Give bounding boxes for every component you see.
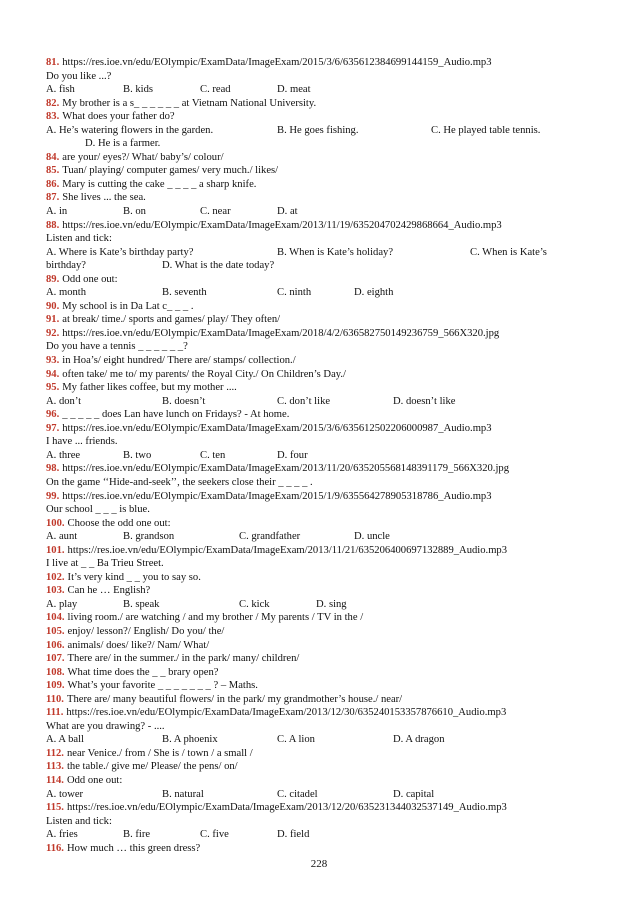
answer-option: A. aunt bbox=[46, 531, 78, 543]
question-text: Can he … English? bbox=[67, 585, 151, 597]
question-text: are your/ eyes?/ What/ baby’s/ colour/ bbox=[62, 151, 224, 163]
question-number: 115. bbox=[46, 802, 64, 814]
question-text: It’s very kind _ _ you to say so. bbox=[67, 571, 201, 583]
question-line bbox=[46, 760, 606, 774]
question-number: 100. bbox=[46, 517, 65, 529]
answer-option: C. near bbox=[200, 206, 231, 218]
question-text: https://res.ioe.vn/edu/EOlympic/ExamData/ImageExam/2015/3/6/635612502206000987_Audio.mp3 bbox=[62, 422, 492, 434]
answer-option: A. month bbox=[46, 287, 87, 299]
answer-option: A. Where is Kate’s birthday party? bbox=[46, 246, 194, 258]
answer-options bbox=[46, 124, 606, 138]
answer-option: B. When is Kate’s holiday? bbox=[277, 246, 394, 258]
answer-options bbox=[46, 246, 606, 260]
question-text: Do you have a tennis _ _ _ _ _ _? bbox=[46, 341, 188, 353]
answer-option: B. two bbox=[123, 449, 152, 461]
question-line bbox=[46, 517, 606, 531]
answer-options bbox=[46, 788, 606, 802]
question-number: 86. bbox=[46, 178, 60, 190]
question-text: There are/ many beautiful flowers/ in the park/ my grandmother’s house./ near/ bbox=[66, 693, 403, 705]
question-line bbox=[46, 652, 606, 666]
question-text: What’s your favorite _ _ _ _ _ _ _ ? – Maths. bbox=[67, 680, 258, 692]
answer-option: A. three bbox=[46, 449, 81, 461]
question-text: I live at _ _ Ba Trieu Street. bbox=[46, 558, 164, 570]
question-number: 107. bbox=[46, 653, 65, 665]
question-text: https://res.ioe.vn/edu/EOlympic/ExamData/ImageExam/2018/4/2/636582750149236759_566X320.jpg bbox=[62, 327, 500, 339]
question-line bbox=[46, 571, 606, 585]
question-number: 111. bbox=[46, 707, 64, 719]
answer-options bbox=[46, 205, 606, 219]
answer-option: C. read bbox=[200, 84, 231, 96]
answer-options bbox=[46, 598, 606, 612]
question-line bbox=[46, 273, 606, 287]
question-line bbox=[46, 462, 606, 476]
question-line bbox=[46, 97, 606, 111]
answer-option: B. grandson bbox=[123, 531, 175, 543]
question-number: 109. bbox=[46, 680, 65, 692]
answer-options bbox=[46, 259, 606, 273]
question-line bbox=[46, 706, 606, 720]
answer-option: A. play bbox=[46, 598, 78, 610]
question-line bbox=[46, 313, 606, 327]
question-line bbox=[46, 300, 606, 314]
question-number: 104. bbox=[46, 612, 65, 624]
question-text: Odd one out: bbox=[66, 774, 123, 786]
answer-option: B. natural bbox=[162, 788, 204, 800]
question-line bbox=[46, 693, 606, 707]
answer-option: D. What is the date today? bbox=[162, 260, 275, 272]
question-text-line bbox=[46, 435, 606, 449]
question-text-line bbox=[46, 503, 606, 517]
question-number: 82. bbox=[46, 97, 60, 109]
question-number: 96. bbox=[46, 409, 60, 421]
question-text: at break/ time./ sports and games/ play/ They often/ bbox=[62, 314, 281, 326]
answer-option: C. grandfather bbox=[239, 531, 301, 543]
question-number: 108. bbox=[46, 666, 65, 678]
question-number: 98. bbox=[46, 463, 60, 475]
question-text: What does your father do? bbox=[62, 111, 175, 123]
answer-options bbox=[46, 395, 606, 409]
answer-option: C. A lion bbox=[277, 734, 315, 746]
question-line bbox=[46, 354, 606, 368]
question-number: 88. bbox=[46, 219, 60, 231]
question-number: 97. bbox=[46, 422, 60, 434]
question-text: Listen and tick: bbox=[46, 815, 112, 827]
answer-option: D. doesn’t like bbox=[393, 395, 456, 407]
answer-option: D. uncle bbox=[354, 531, 390, 543]
question-text: What are you drawing? - .... bbox=[46, 720, 165, 732]
question-line bbox=[46, 666, 606, 680]
answer-options bbox=[46, 828, 606, 842]
question-line bbox=[46, 801, 606, 815]
question-text: My school is in Da Lat c_ _ _ . bbox=[62, 300, 194, 312]
answer-options bbox=[46, 449, 606, 463]
answer-option: birthday? bbox=[46, 260, 87, 272]
answer-option: B. doesn’t bbox=[162, 395, 206, 407]
question-text-line bbox=[46, 232, 606, 246]
question-text: My brother is a s_ _ _ _ _ _ at Vietnam National University. bbox=[62, 97, 317, 109]
question-text: Do you like ...? bbox=[46, 70, 112, 82]
answer-option: B. seventh bbox=[162, 287, 207, 299]
answer-option: D. at bbox=[277, 206, 298, 218]
answer-option: D. meat bbox=[277, 84, 311, 96]
question-line bbox=[46, 178, 606, 192]
question-number: 95. bbox=[46, 382, 60, 394]
question-number: 101. bbox=[46, 544, 65, 556]
question-text: _ _ _ _ _ does Lan have lunch on Fridays? - At home. bbox=[62, 409, 290, 421]
question-text: in Hoa’s/ eight hundred/ There are/ stamps/ collection./ bbox=[62, 355, 296, 367]
question-number: 87. bbox=[46, 192, 60, 204]
answer-option: B. speak bbox=[123, 598, 160, 610]
question-number: 110. bbox=[46, 693, 64, 705]
question-text: often take/ me to/ my parents/ the Royal City./ On Children’s Day./ bbox=[62, 368, 346, 380]
answer-option: C. ten bbox=[200, 449, 226, 461]
question-text: https://res.ioe.vn/edu/EOlympic/ExamData/ImageExam/2013/12/20/635231344032537149_Audio.mp3 bbox=[66, 802, 507, 814]
question-text: My father likes coffee, but my mother .... bbox=[62, 382, 237, 394]
question-line bbox=[46, 381, 606, 395]
question-text: Tuan/ playing/ computer games/ very much./ likes/ bbox=[62, 165, 279, 177]
answer-option: A. He’s watering flowers in the garden. bbox=[46, 124, 214, 136]
answer-option: A. tower bbox=[46, 788, 84, 800]
question-text: https://res.ioe.vn/edu/EOlympic/ExamData/ImageExam/2015/1/9/635564278905318786_Audio.mp3 bbox=[62, 490, 492, 502]
question-text-line bbox=[46, 476, 606, 490]
question-line bbox=[46, 422, 606, 436]
question-text: https://res.ioe.vn/edu/EOlympic/ExamData/ImageExam/2013/12/30/635240153357876610_Audio.mp3 bbox=[66, 707, 507, 719]
question-text: On the game ‘‘Hide-and-seek’’, the seekers close their _ _ _ _ . bbox=[46, 476, 313, 488]
answer-option: C. He played table tennis. bbox=[431, 124, 541, 136]
answer-option: B. fire bbox=[123, 829, 151, 841]
question-number: 114. bbox=[46, 774, 64, 786]
question-number: 94. bbox=[46, 368, 60, 380]
question-text: https://res.ioe.vn/edu/EOlympic/ExamData/ImageExam/2015/3/6/635612384699144159_Audio.mp3 bbox=[62, 57, 492, 68]
question-number: 116. bbox=[46, 842, 64, 854]
question-line bbox=[46, 408, 606, 422]
question-text: Mary is cutting the cake _ _ _ _ a sharp knife. bbox=[62, 178, 257, 190]
question-line bbox=[46, 639, 606, 653]
answer-option: C. When is Kate’s bbox=[470, 246, 547, 258]
question-number: 113. bbox=[46, 761, 64, 773]
question-text: enjoy/ lesson?/ English/ Do you/ the/ bbox=[67, 625, 225, 637]
question-text: https://res.ioe.vn/edu/EOlympic/ExamData/ImageExam/2013/11/19/635204702429868664_Audio.mp3 bbox=[62, 219, 502, 231]
question-line bbox=[46, 219, 606, 233]
question-text: Choose the odd one out: bbox=[67, 517, 171, 529]
question-line bbox=[46, 151, 606, 165]
answer-option: B. on bbox=[123, 206, 146, 218]
answer-option: C. ninth bbox=[277, 287, 312, 299]
question-line bbox=[46, 56, 606, 70]
answer-options bbox=[46, 286, 606, 300]
question-text: the table./ give me/ Please/ the pens/ on/ bbox=[66, 761, 238, 773]
question-line bbox=[46, 368, 606, 382]
question-line bbox=[46, 490, 606, 504]
question-text: Listen and tick: bbox=[46, 233, 112, 245]
question-number: 85. bbox=[46, 165, 60, 177]
answer-option: A. don’t bbox=[46, 395, 82, 407]
question-line bbox=[46, 625, 606, 639]
answer-option: C. don’t like bbox=[277, 395, 331, 407]
answer-options bbox=[46, 83, 606, 97]
question-number: 112. bbox=[46, 747, 64, 759]
answer-options bbox=[46, 137, 606, 151]
question-line bbox=[46, 611, 606, 625]
question-text: She lives ... the sea. bbox=[62, 192, 146, 204]
question-text-line bbox=[46, 340, 606, 354]
answer-options bbox=[46, 733, 606, 747]
question-number: 106. bbox=[46, 639, 65, 651]
question-text: Odd one out: bbox=[62, 273, 118, 285]
question-line bbox=[46, 679, 606, 693]
page-number: 228 bbox=[310, 858, 328, 870]
question-text-line bbox=[46, 815, 606, 829]
question-text: There are/ in the summer./ in the park/ many/ children/ bbox=[67, 653, 300, 665]
question-number: 99. bbox=[46, 490, 60, 502]
question-number: 93. bbox=[46, 355, 60, 367]
question-line bbox=[46, 747, 606, 761]
answer-option: C. citadel bbox=[277, 788, 318, 800]
answer-option: A. fish bbox=[46, 84, 75, 96]
answer-option: D. eighth bbox=[354, 287, 394, 299]
answer-option: D. four bbox=[277, 449, 308, 461]
question-line bbox=[46, 191, 606, 205]
answer-option: A. fries bbox=[46, 829, 78, 841]
question-text: living room./ are watching / and my brother / My parents / TV in the / bbox=[67, 612, 364, 624]
question-text: Our school _ _ _ is blue. bbox=[46, 504, 150, 516]
question-text-line bbox=[46, 557, 606, 571]
question-text: What time does the _ _ brary open? bbox=[67, 666, 219, 678]
question-number: 91. bbox=[46, 314, 60, 326]
question-text: https://res.ioe.vn/edu/EOlympic/ExamData/ImageExam/2013/11/21/635206400697132889_Audio.mp3 bbox=[67, 544, 508, 556]
question-list bbox=[46, 56, 606, 855]
answer-option: B. He goes fishing. bbox=[277, 124, 359, 136]
question-line bbox=[46, 842, 606, 856]
question-line bbox=[46, 327, 606, 341]
question-number: 89. bbox=[46, 273, 60, 285]
answer-option: A. A ball bbox=[46, 734, 84, 746]
question-text-line bbox=[46, 720, 606, 734]
question-number: 105. bbox=[46, 625, 65, 637]
answer-option: B. A phoenix bbox=[162, 734, 218, 746]
question-line bbox=[46, 584, 606, 598]
answer-option: B. kids bbox=[123, 84, 154, 96]
question-number: 92. bbox=[46, 327, 60, 339]
question-line bbox=[46, 774, 606, 788]
question-number: 102. bbox=[46, 571, 65, 583]
question-line bbox=[46, 544, 606, 558]
question-line bbox=[46, 110, 606, 124]
answer-option: D. A dragon bbox=[393, 734, 445, 746]
answer-option: D. sing bbox=[316, 598, 347, 610]
answer-option: D. He is a farmer. bbox=[85, 138, 161, 150]
question-number: 84. bbox=[46, 151, 60, 163]
answer-option: C. kick bbox=[239, 598, 270, 610]
question-number: 90. bbox=[46, 300, 60, 312]
question-text: https://res.ioe.vn/edu/EOlympic/ExamData/ImageExam/2013/11/20/635205568148391179_566X320.jpg bbox=[62, 463, 509, 475]
question-text-line bbox=[46, 70, 606, 84]
question-number: 103. bbox=[46, 585, 65, 597]
answer-option: A. in bbox=[46, 206, 68, 218]
question-number: 81. bbox=[46, 57, 60, 68]
question-text: animals/ does/ like?/ Nam/ What/ bbox=[67, 639, 210, 651]
answer-option: D. capital bbox=[393, 788, 435, 800]
answer-options bbox=[46, 530, 606, 544]
question-line bbox=[46, 164, 606, 178]
answer-option: D. field bbox=[277, 829, 310, 841]
question-text: I have ... friends. bbox=[46, 436, 118, 448]
question-text: near Venice./ from / She is / town / a small / bbox=[66, 747, 253, 759]
question-number: 83. bbox=[46, 111, 60, 123]
question-text: How much … this green dress? bbox=[66, 842, 201, 854]
answer-option: C. five bbox=[200, 829, 229, 841]
